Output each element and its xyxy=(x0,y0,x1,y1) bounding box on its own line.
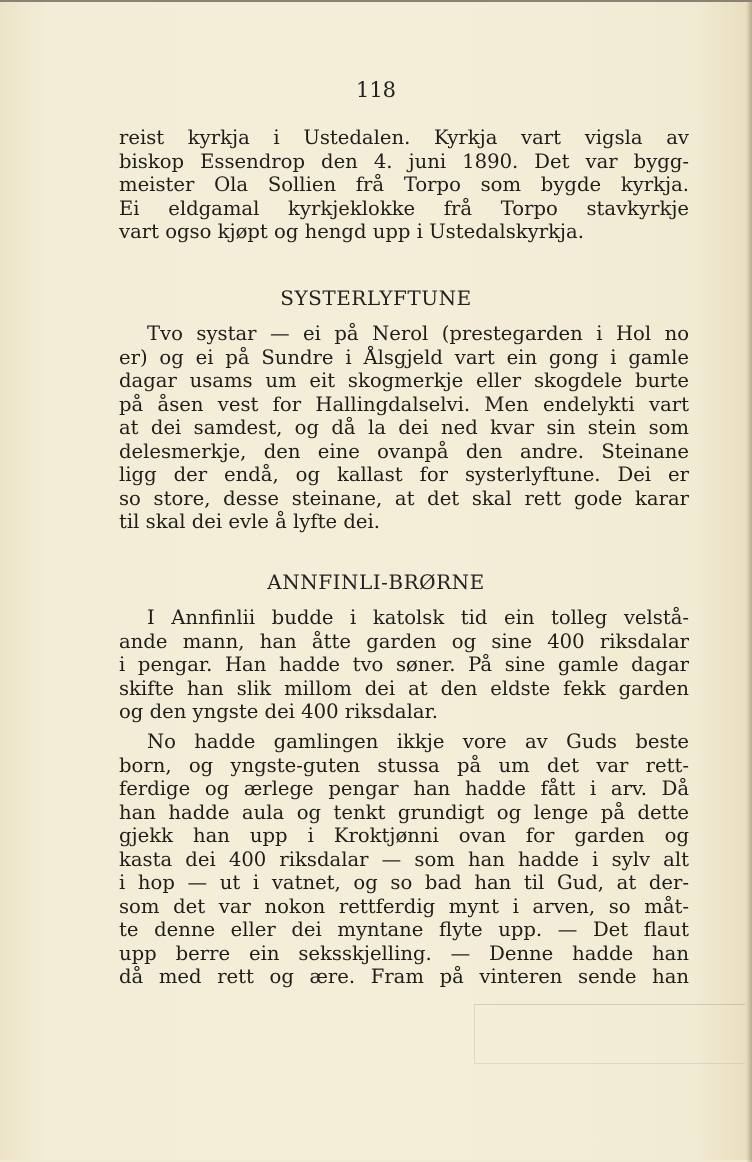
text-line: i hop — ut i vatnet, og so bad han til Gud, at der- xyxy=(119,871,689,894)
text-line: ande mann, han åtte garden og sine 400 riksdalar xyxy=(119,629,689,653)
text-line: skifte han slik millom dei at den eldste fekk garden xyxy=(119,676,689,700)
text-line: og den yngste dei 400 riksdalar. xyxy=(119,700,438,723)
text-line: born, og yngste-guten stussa på um det var rett- xyxy=(119,753,689,777)
text-line: vart ogso kjøpt og hengd upp i Ustedalskyrkja. xyxy=(119,220,584,243)
text-line: på åsen vest for Hallingdalselvi. Men endelykti vart xyxy=(119,392,689,416)
section-heading-systerlyftune: SYSTERLYFTUNE xyxy=(280,286,472,310)
text-line: No hadde gamlingen ikkje vore av Guds beste xyxy=(147,730,689,753)
text-line: ligg der endå, og kallast for systerlyftune. Dei er xyxy=(119,463,689,486)
text-line: te denne eller dei myntane flyte upp. — Det flaut xyxy=(119,918,689,941)
text-line: meister Ola Sollien frå Torpo som bygde kyrkja. xyxy=(119,173,689,196)
text-line: upp berre ein seksskjelling. — Denne hadde han xyxy=(119,941,689,965)
text-line: er) og ei på Sundre i Ålsgjeld vart ein gong i gamle xyxy=(119,345,689,369)
text-line: til skal dei evle å lyfte dei. xyxy=(119,510,380,533)
text-line: dagar usams um eit skogmerkje eller skogdele burte xyxy=(119,369,689,392)
text-line: reist kyrkja i Ustedalen. Kyrkja vart vigsla av xyxy=(119,126,689,149)
text-line: gjekk han upp i Kroktjønni ovan for garden og xyxy=(119,824,689,847)
text-line: biskop Essendrop den 4. juni 1890. Det var bygg- xyxy=(119,149,689,173)
text-line: so store, desse steinane, at det skal rett gode karar xyxy=(119,486,689,510)
section-heading-annfinli-brorne: ANNFINLI-BRØRNE xyxy=(267,570,485,594)
page-number: 118 xyxy=(355,78,397,102)
text-line: i pengar. Han hadde tvo søner. På sine gamle dagar xyxy=(119,653,689,676)
text-line: delesmerkje, den eine ovanpå den andre. Steinane xyxy=(119,439,689,463)
text-line: ferdige og ærlege pengar han hadde fått i arv. Då xyxy=(119,777,689,800)
text-line: at dei samdest, og då la dei ned kvar sin stein som xyxy=(119,416,689,439)
text-line: då med rett og ære. Fram på vinteren sende han xyxy=(119,965,689,988)
text-line: Tvo systar — ei på Nerol (prestegarden i Hol no xyxy=(147,322,689,345)
text-line: som det var nokon rettferdig mynt i arven, so måt- xyxy=(119,894,689,918)
intro-paragraph xyxy=(119,126,689,244)
text-line: I Annfinlii budde i katolsk tid ein tolleg velstå- xyxy=(147,606,689,629)
paper-mark xyxy=(474,1004,745,1064)
text-line: kasta dei 400 riksdalar — som han hadde i sylv alt xyxy=(119,847,689,871)
annfinli-paragraph-2 xyxy=(119,730,689,989)
text-line: han hadde aula og tenkt grundigt og lenge på dette xyxy=(119,800,689,824)
annfinli-paragraph-1 xyxy=(119,606,689,724)
systerlyftune-paragraph xyxy=(119,322,689,534)
text-line: Ei eldgamal kyrkjeklokke frå Torpo stavkyrkje xyxy=(119,196,689,220)
